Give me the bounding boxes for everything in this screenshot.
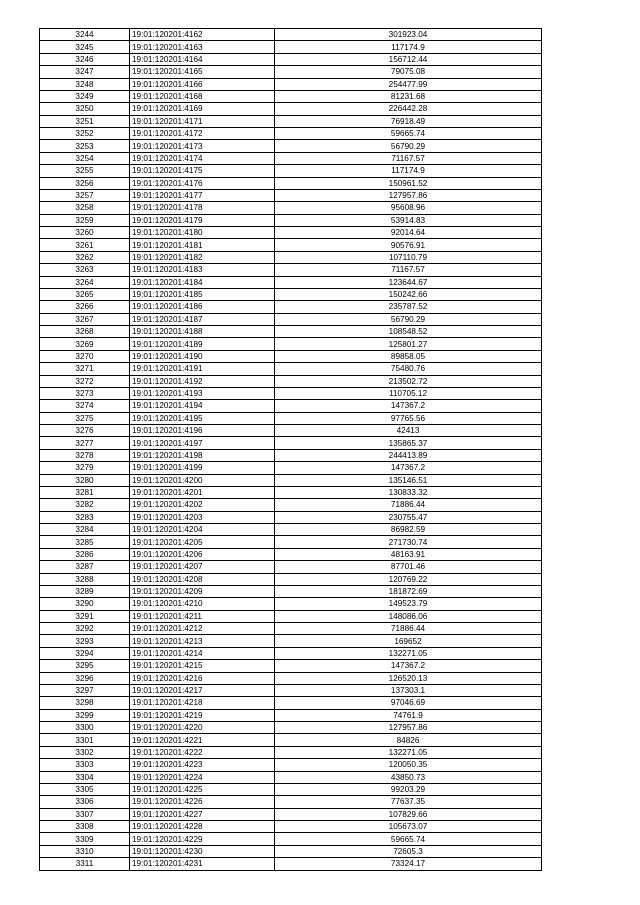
cadastral-number-cell: 19:01:120201:4221 (130, 734, 275, 746)
row-number-cell: 3303 (40, 759, 130, 771)
row-number-cell: 3244 (40, 29, 130, 41)
table-row (40, 202, 542, 214)
row-number-cell: 3272 (40, 375, 130, 387)
table-row (40, 709, 542, 721)
table-row (40, 734, 542, 746)
cadastral-number-cell: 19:01:120201:4204 (130, 524, 275, 536)
amount-cell: 130833.32 (275, 486, 542, 498)
table-row (40, 412, 542, 424)
row-number-cell: 3307 (40, 808, 130, 820)
cadastral-number-cell: 19:01:120201:4206 (130, 548, 275, 560)
amount-cell: 271730.74 (275, 536, 542, 548)
cadastral-number-cell: 19:01:120201:4228 (130, 821, 275, 833)
table-row (40, 499, 542, 511)
row-number-cell: 3285 (40, 536, 130, 548)
amount-cell: 97046.69 (275, 697, 542, 709)
cadastral-number-cell: 19:01:120201:4168 (130, 90, 275, 102)
table-row (40, 53, 542, 65)
table-row (40, 338, 542, 350)
table-row (40, 41, 542, 53)
cadastral-number-cell: 19:01:120201:4226 (130, 796, 275, 808)
cadastral-number-cell: 19:01:120201:4180 (130, 227, 275, 239)
row-number-cell: 3264 (40, 276, 130, 288)
table-row (40, 672, 542, 684)
table-row (40, 103, 542, 115)
cadastral-number-cell: 19:01:120201:4182 (130, 251, 275, 263)
amount-cell: 74761.9 (275, 709, 542, 721)
row-number-cell: 3251 (40, 115, 130, 127)
amount-cell: 226442.28 (275, 103, 542, 115)
row-number-cell: 3305 (40, 783, 130, 795)
cadastral-number-cell: 19:01:120201:4201 (130, 486, 275, 498)
amount-cell: 75480.76 (275, 363, 542, 375)
amount-cell: 244413.89 (275, 449, 542, 461)
row-number-cell: 3258 (40, 202, 130, 214)
amount-cell: 84826 (275, 734, 542, 746)
row-number-cell: 3291 (40, 610, 130, 622)
row-number-cell: 3269 (40, 338, 130, 350)
cadastral-number-cell: 19:01:120201:4169 (130, 103, 275, 115)
table-row (40, 264, 542, 276)
cadastral-number-cell: 19:01:120201:4193 (130, 387, 275, 399)
cadastral-number-cell: 19:01:120201:4198 (130, 449, 275, 461)
amount-cell: 230755.47 (275, 511, 542, 523)
row-number-cell: 3248 (40, 78, 130, 90)
amount-cell: 135865.37 (275, 437, 542, 449)
amount-cell: 150961.52 (275, 177, 542, 189)
table-row (40, 177, 542, 189)
cadastral-number-cell: 19:01:120201:4165 (130, 66, 275, 78)
amount-cell: 87701.46 (275, 561, 542, 573)
row-number-cell: 3289 (40, 585, 130, 597)
table-row (40, 697, 542, 709)
row-number-cell: 3261 (40, 239, 130, 251)
amount-cell: 110705.12 (275, 387, 542, 399)
row-number-cell: 3308 (40, 821, 130, 833)
amount-cell: 147367.2 (275, 400, 542, 412)
table-row (40, 165, 542, 177)
amount-cell: 125801.27 (275, 338, 542, 350)
amount-cell: 97765.56 (275, 412, 542, 424)
row-number-cell: 3311 (40, 858, 130, 870)
cadastral-number-cell: 19:01:120201:4218 (130, 697, 275, 709)
cadastral-number-cell: 19:01:120201:4162 (130, 29, 275, 41)
amount-cell: 95608.96 (275, 202, 542, 214)
cadastral-number-cell: 19:01:120201:4216 (130, 672, 275, 684)
amount-cell: 135146.51 (275, 474, 542, 486)
amount-cell: 42413 (275, 425, 542, 437)
table-row (40, 128, 542, 140)
row-number-cell: 3309 (40, 833, 130, 845)
table-row (40, 425, 542, 437)
cadastral-number-cell: 19:01:120201:4191 (130, 363, 275, 375)
row-number-cell: 3273 (40, 387, 130, 399)
table-row (40, 66, 542, 78)
amount-cell: 72605.3 (275, 845, 542, 857)
row-number-cell: 3304 (40, 771, 130, 783)
table-row (40, 821, 542, 833)
table-row (40, 189, 542, 201)
table-row (40, 140, 542, 152)
cadastral-number-cell: 19:01:120201:4166 (130, 78, 275, 90)
table-row (40, 610, 542, 622)
cadastral-number-cell: 19:01:120201:4210 (130, 598, 275, 610)
row-number-cell: 3271 (40, 363, 130, 375)
row-number-cell: 3284 (40, 524, 130, 536)
cadastral-number-cell: 19:01:120201:4203 (130, 511, 275, 523)
cadastral-number-cell: 19:01:120201:4171 (130, 115, 275, 127)
table-row (40, 239, 542, 251)
amount-cell: 120050.35 (275, 759, 542, 771)
row-number-cell: 3310 (40, 845, 130, 857)
amount-cell: 213502.72 (275, 375, 542, 387)
table-row (40, 29, 542, 41)
cadastral-number-cell: 19:01:120201:4186 (130, 301, 275, 313)
row-number-cell: 3246 (40, 53, 130, 65)
row-number-cell: 3306 (40, 796, 130, 808)
cadastral-number-cell: 19:01:120201:4227 (130, 808, 275, 820)
table-row (40, 449, 542, 461)
row-number-cell: 3253 (40, 140, 130, 152)
amount-cell: 126520.13 (275, 672, 542, 684)
table-row (40, 375, 542, 387)
amount-cell: 254477.99 (275, 78, 542, 90)
row-number-cell: 3280 (40, 474, 130, 486)
amount-cell: 79075.08 (275, 66, 542, 78)
row-number-cell: 3277 (40, 437, 130, 449)
cadastral-number-cell: 19:01:120201:4213 (130, 635, 275, 647)
row-number-cell: 3283 (40, 511, 130, 523)
cadastral-number-cell: 19:01:120201:4219 (130, 709, 275, 721)
amount-cell: 149523.79 (275, 598, 542, 610)
cadastral-number-cell: 19:01:120201:4200 (130, 474, 275, 486)
amount-cell: 108548.52 (275, 326, 542, 338)
row-number-cell: 3254 (40, 152, 130, 164)
cadastral-number-cell: 19:01:120201:4196 (130, 425, 275, 437)
amount-cell: 105673.07 (275, 821, 542, 833)
amount-cell: 56790.29 (275, 140, 542, 152)
row-number-cell: 3288 (40, 573, 130, 585)
table-row (40, 511, 542, 523)
cadastral-number-cell: 19:01:120201:4173 (130, 140, 275, 152)
cadastral-number-cell: 19:01:120201:4185 (130, 288, 275, 300)
amount-cell: 123644.67 (275, 276, 542, 288)
table-row (40, 585, 542, 597)
amount-cell: 169652 (275, 635, 542, 647)
amount-cell: 43850.73 (275, 771, 542, 783)
row-number-cell: 3245 (40, 41, 130, 53)
table-row (40, 486, 542, 498)
row-number-cell: 3268 (40, 326, 130, 338)
table-row (40, 400, 542, 412)
row-number-cell: 3270 (40, 350, 130, 362)
amount-cell: 56790.29 (275, 313, 542, 325)
cadastral-number-cell: 19:01:120201:4223 (130, 759, 275, 771)
table-row (40, 437, 542, 449)
amount-cell: 71886.44 (275, 499, 542, 511)
cadastral-number-cell: 19:01:120201:4190 (130, 350, 275, 362)
amount-cell: 181872.69 (275, 585, 542, 597)
row-number-cell: 3295 (40, 660, 130, 672)
cadastral-number-cell: 19:01:120201:4202 (130, 499, 275, 511)
cadastral-number-cell: 19:01:120201:4197 (130, 437, 275, 449)
amount-cell: 117174.9 (275, 165, 542, 177)
amount-cell: 92014.64 (275, 227, 542, 239)
table-row (40, 635, 542, 647)
amount-cell: 76918.49 (275, 115, 542, 127)
table-row (40, 623, 542, 635)
row-number-cell: 3301 (40, 734, 130, 746)
amount-cell: 99203.29 (275, 783, 542, 795)
row-number-cell: 3257 (40, 189, 130, 201)
cadastral-number-cell: 19:01:120201:4209 (130, 585, 275, 597)
cadastral-number-cell: 19:01:120201:4183 (130, 264, 275, 276)
cadastral-number-cell: 19:01:120201:4163 (130, 41, 275, 53)
records-table (39, 28, 542, 871)
row-number-cell: 3300 (40, 722, 130, 734)
table-row (40, 722, 542, 734)
row-number-cell: 3250 (40, 103, 130, 115)
cadastral-number-cell: 19:01:120201:4194 (130, 400, 275, 412)
amount-cell: 107110.79 (275, 251, 542, 263)
row-number-cell: 3276 (40, 425, 130, 437)
row-number-cell: 3279 (40, 462, 130, 474)
table-row (40, 746, 542, 758)
cadastral-number-cell: 19:01:120201:4189 (130, 338, 275, 350)
cadastral-number-cell: 19:01:120201:4164 (130, 53, 275, 65)
amount-cell: 53914.83 (275, 214, 542, 226)
cadastral-number-cell: 19:01:120201:4187 (130, 313, 275, 325)
table-row (40, 288, 542, 300)
amount-cell: 71167.57 (275, 152, 542, 164)
amount-cell: 90576.91 (275, 239, 542, 251)
table-row (40, 152, 542, 164)
amount-cell: 127957.86 (275, 189, 542, 201)
amount-cell: 301923.04 (275, 29, 542, 41)
row-number-cell: 3287 (40, 561, 130, 573)
table-row (40, 115, 542, 127)
amount-cell: 150242.66 (275, 288, 542, 300)
amount-cell: 120769.22 (275, 573, 542, 585)
cadastral-number-cell: 19:01:120201:4229 (130, 833, 275, 845)
cadastral-number-cell: 19:01:120201:4175 (130, 165, 275, 177)
row-number-cell: 3262 (40, 251, 130, 263)
amount-cell: 132271.05 (275, 746, 542, 758)
amount-cell: 59665.74 (275, 128, 542, 140)
table-row (40, 783, 542, 795)
cadastral-number-cell: 19:01:120201:4225 (130, 783, 275, 795)
row-number-cell: 3247 (40, 66, 130, 78)
amount-cell: 86982.59 (275, 524, 542, 536)
row-number-cell: 3266 (40, 301, 130, 313)
cadastral-number-cell: 19:01:120201:4214 (130, 647, 275, 659)
table-row (40, 808, 542, 820)
table-row (40, 548, 542, 560)
table-row (40, 462, 542, 474)
cadastral-number-cell: 19:01:120201:4176 (130, 177, 275, 189)
cadastral-number-cell: 19:01:120201:4207 (130, 561, 275, 573)
row-number-cell: 3290 (40, 598, 130, 610)
amount-cell: 89858.05 (275, 350, 542, 362)
cadastral-number-cell: 19:01:120201:4205 (130, 536, 275, 548)
row-number-cell: 3263 (40, 264, 130, 276)
cadastral-number-cell: 19:01:120201:4192 (130, 375, 275, 387)
row-number-cell: 3255 (40, 165, 130, 177)
cadastral-number-cell: 19:01:120201:4188 (130, 326, 275, 338)
table-row (40, 598, 542, 610)
records-table-body (40, 29, 542, 871)
cadastral-number-cell: 19:01:120201:4172 (130, 128, 275, 140)
cadastral-number-cell: 19:01:120201:4231 (130, 858, 275, 870)
table-row (40, 251, 542, 263)
row-number-cell: 3275 (40, 412, 130, 424)
table-row (40, 227, 542, 239)
table-row (40, 660, 542, 672)
row-number-cell: 3281 (40, 486, 130, 498)
amount-cell: 107829.66 (275, 808, 542, 820)
table-row (40, 573, 542, 585)
amount-cell: 156712.44 (275, 53, 542, 65)
table-row (40, 759, 542, 771)
row-number-cell: 3299 (40, 709, 130, 721)
row-number-cell: 3249 (40, 90, 130, 102)
table-row (40, 350, 542, 362)
row-number-cell: 3292 (40, 623, 130, 635)
cadastral-number-cell: 19:01:120201:4211 (130, 610, 275, 622)
row-number-cell: 3274 (40, 400, 130, 412)
amount-cell: 148086.06 (275, 610, 542, 622)
cadastral-number-cell: 19:01:120201:4224 (130, 771, 275, 783)
table-row (40, 796, 542, 808)
cadastral-number-cell: 19:01:120201:4184 (130, 276, 275, 288)
row-number-cell: 3267 (40, 313, 130, 325)
amount-cell: 127957.86 (275, 722, 542, 734)
table-row (40, 561, 542, 573)
cadastral-number-cell: 19:01:120201:4217 (130, 684, 275, 696)
cadastral-number-cell: 19:01:120201:4212 (130, 623, 275, 635)
table-row (40, 536, 542, 548)
amount-cell: 147367.2 (275, 462, 542, 474)
amount-cell: 81231.68 (275, 90, 542, 102)
table-row (40, 858, 542, 870)
table-row (40, 214, 542, 226)
table-row (40, 276, 542, 288)
table-row (40, 301, 542, 313)
cadastral-number-cell: 19:01:120201:4208 (130, 573, 275, 585)
table-row (40, 647, 542, 659)
row-number-cell: 3302 (40, 746, 130, 758)
cadastral-number-cell: 19:01:120201:4195 (130, 412, 275, 424)
amount-cell: 77637.35 (275, 796, 542, 808)
table-row (40, 78, 542, 90)
amount-cell: 59665.74 (275, 833, 542, 845)
cadastral-number-cell: 19:01:120201:4179 (130, 214, 275, 226)
row-number-cell: 3297 (40, 684, 130, 696)
table-row (40, 387, 542, 399)
amount-cell: 132271.05 (275, 647, 542, 659)
row-number-cell: 3293 (40, 635, 130, 647)
table-row (40, 474, 542, 486)
table-row (40, 326, 542, 338)
table-row (40, 363, 542, 375)
cadastral-number-cell: 19:01:120201:4220 (130, 722, 275, 734)
row-number-cell: 3259 (40, 214, 130, 226)
cadastral-number-cell: 19:01:120201:4215 (130, 660, 275, 672)
row-number-cell: 3286 (40, 548, 130, 560)
row-number-cell: 3265 (40, 288, 130, 300)
row-number-cell: 3282 (40, 499, 130, 511)
table-row (40, 833, 542, 845)
row-number-cell: 3256 (40, 177, 130, 189)
cadastral-number-cell: 19:01:120201:4181 (130, 239, 275, 251)
amount-cell: 147367.2 (275, 660, 542, 672)
table-row (40, 524, 542, 536)
amount-cell: 235787.52 (275, 301, 542, 313)
table-row (40, 90, 542, 102)
row-number-cell: 3298 (40, 697, 130, 709)
table-row (40, 684, 542, 696)
row-number-cell: 3260 (40, 227, 130, 239)
amount-cell: 48163.91 (275, 548, 542, 560)
amount-cell: 117174.9 (275, 41, 542, 53)
table-row (40, 771, 542, 783)
amount-cell: 137303.1 (275, 684, 542, 696)
cadastral-number-cell: 19:01:120201:4222 (130, 746, 275, 758)
amount-cell: 71167.57 (275, 264, 542, 276)
cadastral-number-cell: 19:01:120201:4177 (130, 189, 275, 201)
cadastral-number-cell: 19:01:120201:4178 (130, 202, 275, 214)
amount-cell: 71886.44 (275, 623, 542, 635)
cadastral-number-cell: 19:01:120201:4230 (130, 845, 275, 857)
table-row (40, 845, 542, 857)
row-number-cell: 3294 (40, 647, 130, 659)
cadastral-number-cell: 19:01:120201:4174 (130, 152, 275, 164)
row-number-cell: 3252 (40, 128, 130, 140)
row-number-cell: 3278 (40, 449, 130, 461)
table-row (40, 313, 542, 325)
cadastral-number-cell: 19:01:120201:4199 (130, 462, 275, 474)
row-number-cell: 3296 (40, 672, 130, 684)
amount-cell: 73324.17 (275, 858, 542, 870)
